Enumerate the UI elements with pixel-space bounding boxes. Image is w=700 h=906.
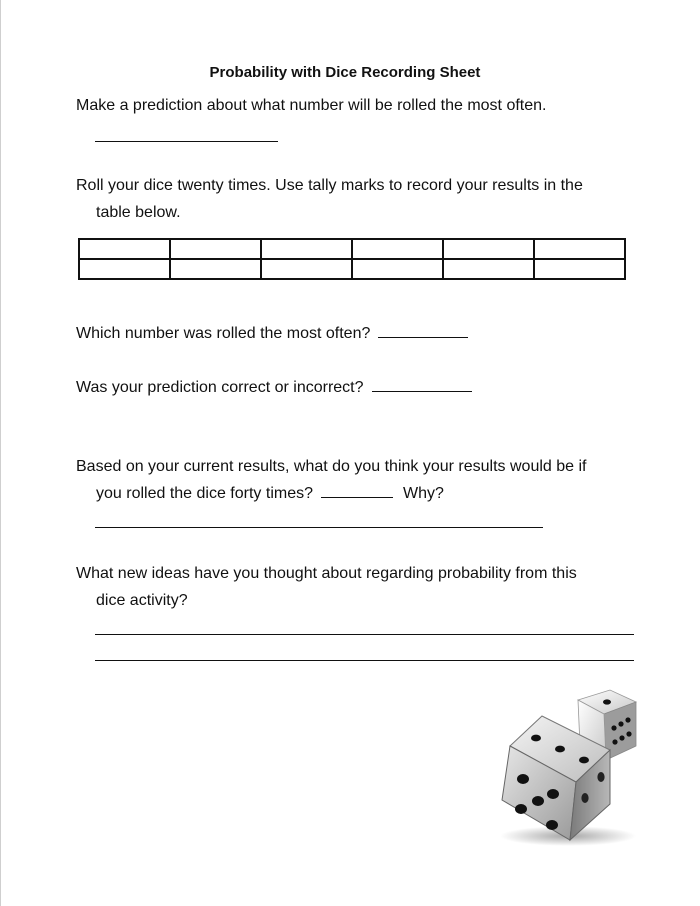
why-answer-line[interactable] — [95, 527, 543, 528]
tally-cell[interactable] — [79, 239, 170, 259]
new-ideas-question-line2: dice activity? — [96, 592, 188, 609]
forty-times-question-line2 — [96, 485, 444, 503]
most-rolled-answer-line[interactable] — [378, 336, 468, 338]
most-rolled-question — [76, 325, 468, 343]
dice-icon — [490, 680, 660, 850]
most-rolled-question-text: Which number was rolled the most often? — [76, 325, 371, 342]
prediction-check-question — [76, 379, 472, 397]
tally-cell[interactable] — [534, 239, 625, 259]
new-ideas-question-line1: What new ideas have you thought about regarding probability from this — [76, 565, 577, 582]
tally-cell[interactable] — [170, 259, 261, 279]
new-ideas-answer-line-2[interactable] — [95, 660, 634, 661]
tally-cell[interactable] — [352, 239, 443, 259]
tally-cell[interactable] — [352, 259, 443, 279]
tally-cell[interactable] — [170, 239, 261, 259]
tally-row — [79, 259, 625, 279]
roll-instructions-line2: table below. — [96, 204, 181, 221]
tally-cell[interactable] — [79, 259, 170, 279]
prediction-check-answer-line[interactable] — [372, 390, 472, 392]
why-label: Why? — [403, 485, 444, 502]
page-edge — [0, 0, 1, 906]
tally-row — [79, 239, 625, 259]
prediction-check-question-text: Was your prediction correct or incorrect? — [76, 379, 364, 396]
tally-cell[interactable] — [443, 259, 534, 279]
new-ideas-answer-line-1[interactable] — [95, 634, 634, 635]
tally-cell[interactable] — [261, 259, 352, 279]
tally-cell[interactable] — [534, 259, 625, 279]
tally-cell[interactable] — [443, 239, 534, 259]
prediction-answer-line[interactable] — [95, 141, 278, 142]
forty-times-question-text: you rolled the dice forty times? — [96, 485, 313, 502]
page-title: Probability with Dice Recording Sheet — [209, 64, 481, 81]
forty-times-question-line1: Based on your current results, what do you think your results would be if — [76, 458, 587, 475]
tally-table — [78, 238, 626, 280]
prediction-prompt: Make a prediction about what number will be rolled the most often. — [76, 97, 547, 114]
tally-cell[interactable] — [261, 239, 352, 259]
roll-instructions-line1: Roll your dice twenty times. Use tally marks to record your results in the — [76, 177, 583, 194]
forty-times-answer-line[interactable] — [321, 496, 393, 498]
